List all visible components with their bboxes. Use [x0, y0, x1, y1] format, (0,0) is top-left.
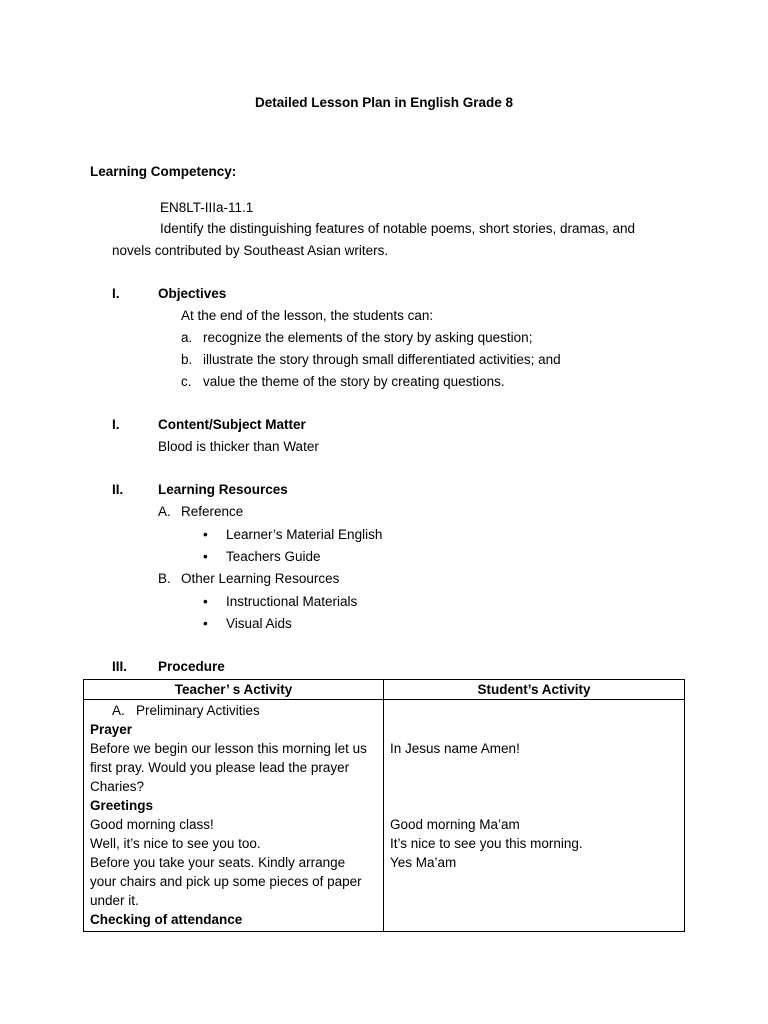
content-text: Blood is thicker than Water — [158, 439, 319, 454]
competency-desc-line2: novels contributed by Southeast Asian writers. — [112, 243, 389, 258]
reference-letter: A. — [158, 504, 171, 519]
objective-item: recognize the elements of the story by asking question; — [203, 330, 533, 345]
content-heading: Content/Subject Matter — [158, 417, 306, 432]
student-greeting-response: Yes Ma’am — [390, 855, 457, 870]
content-number: I. — [112, 417, 120, 432]
reference-label: Reference — [181, 504, 244, 519]
objective-item: illustrate the story through small differentiated activities; and — [203, 352, 561, 367]
resources-heading: Learning Resources — [158, 482, 288, 497]
preliminary-label: Preliminary Activities — [136, 703, 260, 718]
student-greeting-response: It’s nice to see you this morning. — [390, 836, 583, 851]
preliminary-activities — [90, 701, 377, 720]
student-prayer-response: In Jesus name Amen! — [390, 741, 520, 756]
bullet-icon: • — [203, 616, 208, 631]
greetings-line: under it. — [90, 893, 139, 908]
attendance-heading: Checking of attendance — [90, 912, 243, 927]
teacher-activity-header: Teacher’ s Activity — [84, 680, 384, 700]
student-activity-header: Student’s Activity — [384, 680, 685, 700]
competency-code: EN8LT-IIIa-11.1 — [160, 200, 254, 215]
prayer-line: first pray. Would you please lead the prayer — [90, 760, 350, 775]
procedure-table — [83, 679, 685, 932]
objectives-intro: At the end of the lesson, the students can: — [181, 308, 434, 323]
greetings-line: Good morning class! — [90, 817, 214, 832]
student-greeting-response: Good morning Ma’am — [390, 817, 520, 832]
competency-heading: Learning Competency: — [90, 164, 237, 179]
resources-number: II. — [112, 482, 124, 497]
procedure-number: III. — [112, 659, 128, 674]
other-resources-letter: B. — [158, 571, 171, 586]
bullet-icon: • — [203, 527, 208, 542]
greetings-line: your chairs and pick up some pieces of paper — [90, 874, 362, 889]
table-header-row — [84, 680, 685, 700]
other-resources-label: Other Learning Resources — [181, 571, 340, 586]
greetings-line: Before you take your seats. Kindly arrange — [90, 855, 346, 870]
greetings-heading: Greetings — [90, 798, 154, 813]
prayer-line: Before we begin our lesson this morning let us — [90, 741, 367, 756]
objective-letter: c. — [181, 374, 192, 389]
procedure-heading: Procedure — [158, 659, 225, 674]
objective-item: value the theme of the story by creating questions. — [203, 374, 505, 389]
objectives-number: I. — [112, 286, 120, 301]
reference-item: Learner’s Material English — [226, 527, 383, 542]
competency-desc-line1: Identify the distinguishing features of notable poems, short stories, dramas, and — [160, 221, 636, 236]
objective-letter: b. — [181, 352, 193, 367]
table-row — [84, 700, 685, 932]
preliminary-letter: A. — [112, 703, 125, 718]
prayer-line: Charies? — [90, 779, 145, 794]
prayer-heading: Prayer — [90, 722, 133, 737]
greetings-line: Well, it’s nice to see you too. — [90, 836, 261, 851]
document-title: Detailed Lesson Plan in English Grade 8 — [254, 95, 514, 110]
objective-letter: a. — [181, 330, 193, 345]
objectives-heading: Objectives — [158, 286, 227, 301]
bullet-icon: • — [203, 549, 208, 564]
bullet-icon: • — [203, 594, 208, 609]
teacher-activity-cell — [84, 700, 384, 932]
student-activity-cell — [384, 700, 685, 932]
other-resource-item: Instructional Materials — [226, 594, 358, 609]
reference-item: Teachers Guide — [226, 549, 321, 564]
other-resource-item: Visual Aids — [226, 616, 292, 631]
